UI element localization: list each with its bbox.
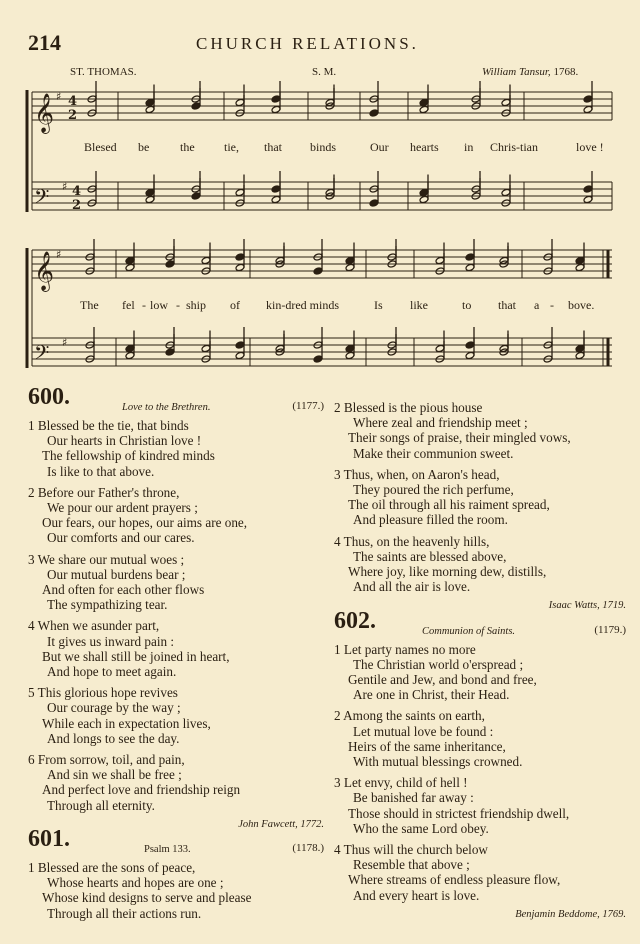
stanza-line: 2 Among the saints on earth,: [334, 708, 485, 724]
hymn-author: John Fawcett, 1772.: [238, 818, 324, 830]
stanza-line: And every heart is love.: [353, 887, 480, 903]
bass-clef-icon: 𝄢: [34, 185, 50, 213]
stanza-line: Where streams of endless pleasure flow,: [348, 872, 561, 888]
page-number: 214: [28, 30, 61, 55]
sharp-icon: ♯: [56, 90, 62, 103]
hymn-subject: Psalm 133.: [144, 844, 191, 856]
lyric-word: Chris-tian: [490, 140, 538, 154]
time-sig: 4: [72, 184, 82, 199]
stanza: [334, 534, 626, 595]
stanza-line: The saints are blessed above,: [353, 548, 507, 564]
stanza-line: Are one in Christ, their Head.: [353, 687, 510, 703]
time-sig: 4: [68, 94, 78, 109]
lyric-word: that: [498, 298, 516, 312]
time-sig: 2: [72, 198, 82, 213]
stanza: [334, 400, 626, 461]
lyric-word: Our: [370, 140, 389, 154]
sharp-icon: ♯: [62, 180, 68, 193]
page-title: CHURCH RELATIONS.: [196, 34, 419, 53]
stanza-line: We pour our ardent prayers ;: [47, 500, 198, 516]
hymn-600-stanzas: [28, 418, 324, 813]
stanza-line: They poured the rich perfume,: [353, 482, 514, 498]
lyric-word: hearts: [410, 140, 439, 154]
stanza-line: 3 Thus, when, on Aaron's head,: [334, 466, 500, 482]
stanza-line: Where zeal and friendship meet ;: [353, 415, 528, 431]
stanza-line: Be banished far away :: [353, 790, 474, 806]
tune-name: ST. THOMAS.: [70, 66, 137, 78]
stanza-line: 1 Blessed be the tie, that binds: [28, 418, 189, 433]
stanza: [334, 467, 626, 528]
lyric-word: be: [138, 140, 150, 154]
clefs: [34, 90, 81, 369]
treble-clef-icon: 𝄞: [34, 93, 55, 133]
stanza-line: 6 From sorrow, toil, and pain,: [28, 752, 185, 768]
music-score: [0, 0, 640, 380]
stanza-line: But we shall still be joined in heart,: [42, 648, 230, 664]
stanza: [334, 708, 626, 769]
stanza-line: It gives us inward pain :: [47, 633, 175, 649]
stanza: [334, 775, 626, 836]
lyric-word: -: [142, 298, 146, 312]
stanza: [28, 752, 324, 813]
stanza-line: And all the air is love.: [353, 579, 471, 595]
stanza: [334, 842, 626, 903]
hymn-600-header: [28, 384, 324, 418]
stanza: [28, 485, 324, 546]
tune-meter: S. M.: [312, 66, 337, 78]
stanza-line: The oil through all his raiment spread,: [348, 497, 550, 513]
stanza-line: Where joy, like morning dew, distills,: [348, 564, 547, 580]
stanza-line: The fellowship of kindred minds: [42, 448, 215, 464]
lyric-word: to: [462, 298, 472, 312]
stanza-line: Our courage by the way ;: [47, 700, 181, 716]
hymn-ref: (1178.): [292, 842, 324, 855]
lyric-word: kin-dred minds: [266, 298, 339, 312]
lyric-word: -: [550, 298, 554, 312]
lyric-word: the: [180, 140, 195, 154]
lyric-word: Is: [374, 298, 383, 312]
stanza-line: Resemble that above ;: [353, 857, 470, 873]
sharp-icon: ♯: [56, 248, 62, 261]
hymn-601-header: [28, 826, 324, 860]
stanza-line: 1 Let party names no more: [334, 641, 476, 657]
stanza-line: Who the same Lord obey.: [353, 820, 489, 836]
lyric-word: tie,: [224, 140, 239, 154]
lyric-word: a: [534, 298, 540, 312]
stanza-line: 1 Blessed are the sons of peace,: [28, 860, 196, 876]
stanza-line: Our fears, our hopes, our aims are one,: [42, 515, 248, 531]
hymn-601-stanzas: [28, 860, 324, 921]
lyric-word: binds: [310, 140, 337, 154]
hymn-ref: (1177.): [292, 400, 324, 412]
lyric-word: that: [264, 140, 282, 154]
stanza-line: The sympathizing tear.: [47, 597, 168, 613]
hymn-number: 600.: [28, 384, 70, 410]
stanza-line: 4 Thus, on the heavenly hills,: [334, 533, 490, 549]
stanza-line: While each in expectation lives,: [42, 715, 211, 731]
stanza-line: And perfect love and friendship reign: [42, 782, 241, 798]
stanza-line: Whose hearts and hopes are one ;: [47, 875, 224, 891]
stanza-line: Let mutual love be found :: [353, 723, 494, 739]
lyric-word: in: [464, 140, 474, 154]
stanza-line: Whose kind designs to serve and please: [42, 890, 252, 906]
lyric-word: fel: [122, 298, 135, 312]
lyric-word: of: [230, 298, 240, 312]
staff-bass-1: [32, 182, 612, 210]
stanza-line: Their songs of praise, their mingled vows,: [348, 430, 571, 446]
stanza-line: 2 Before our Father's throne,: [28, 484, 180, 500]
stanza-line: Our comforts and our cares.: [47, 530, 195, 546]
stanza-line: Through all their actions run.: [47, 905, 202, 921]
stanza-line: Is like to that above.: [47, 463, 155, 479]
stanza-line: 3 We share our mutual woes ;: [28, 551, 185, 567]
right-column: [334, 400, 626, 928]
hymn-number: 601.: [28, 826, 70, 853]
lyric-word: like: [410, 298, 428, 312]
lyric-word: Blesed: [84, 140, 117, 154]
lyric-word: The: [80, 298, 99, 312]
tune-composer: William Tansur, 1768.: [482, 66, 579, 78]
hymn-602-header: [334, 607, 626, 642]
stanza-line: And hope to meet again.: [47, 664, 177, 680]
stanza-line: With mutual blessings crowned.: [353, 754, 523, 770]
hymn-subject: Communion of Saints.: [422, 625, 516, 637]
hymn-600-continued: [334, 400, 626, 594]
hymn-author: Isaac Watts, 1719.: [548, 600, 626, 612]
stanza-line: And longs to see the day.: [47, 730, 180, 746]
lyric-word: -: [176, 298, 180, 312]
stanza-line: Make their communion sweet.: [353, 445, 514, 461]
stanza: [28, 860, 324, 921]
lyric-word: ship: [186, 298, 207, 312]
stanza: [28, 618, 324, 679]
stanza-line: Heirs of the same inheritance,: [348, 738, 506, 754]
stanza-line: Gentile and Jew, and bond and free,: [348, 672, 537, 688]
stanza-line: 4 When we asunder part,: [28, 618, 160, 634]
sharp-icon: ♯: [62, 336, 68, 349]
stanza-line: Our hearts in Christian love !: [47, 433, 202, 449]
hymn-author: Benjamin Beddome, 1769.: [515, 908, 626, 920]
stanza-line: 3 Let envy, child of hell !: [334, 775, 468, 791]
staff-lines: [27, 90, 612, 368]
notes: [85, 81, 593, 363]
lyric-word: love !: [576, 140, 604, 154]
left-column: [28, 384, 324, 927]
stanza-line: 5 This glorious hope revives: [28, 685, 178, 701]
stanza: [28, 552, 324, 613]
hymn-602-stanzas: [334, 642, 626, 903]
lyric-word: bove.: [568, 298, 595, 312]
stanza: [334, 642, 626, 703]
hymn-subject: Love to the Brethren.: [122, 402, 211, 413]
lyric-word: low: [150, 298, 168, 312]
time-sig: 2: [68, 108, 78, 123]
stanza-line: And pleasure filled the room.: [353, 512, 508, 528]
staff-treble-1: [32, 92, 612, 120]
bass-clef-icon: 𝄢: [34, 341, 50, 369]
stanza-line: Our mutual burdens bear ;: [47, 566, 186, 582]
stanza-line: And sin we shall be free ;: [47, 767, 182, 783]
stanza-line: Those should in strictest friendship dwell,: [348, 805, 570, 821]
stanza-line: 4 Thus will the church below: [334, 842, 488, 858]
stanza-line: Through all eternity.: [47, 797, 155, 813]
stanza-line: And often for each other flows: [42, 582, 205, 598]
hymn-ref: (1179.): [594, 623, 626, 636]
hymn-number: 602.: [334, 607, 376, 634]
treble-clef-icon: 𝄞: [34, 251, 55, 291]
stanza-line: The Christian world o'erspread ;: [353, 656, 524, 672]
stanza: [28, 685, 324, 746]
stanza: [28, 418, 324, 479]
stanza-line: 2 Blessed is the pious house: [334, 400, 483, 415]
